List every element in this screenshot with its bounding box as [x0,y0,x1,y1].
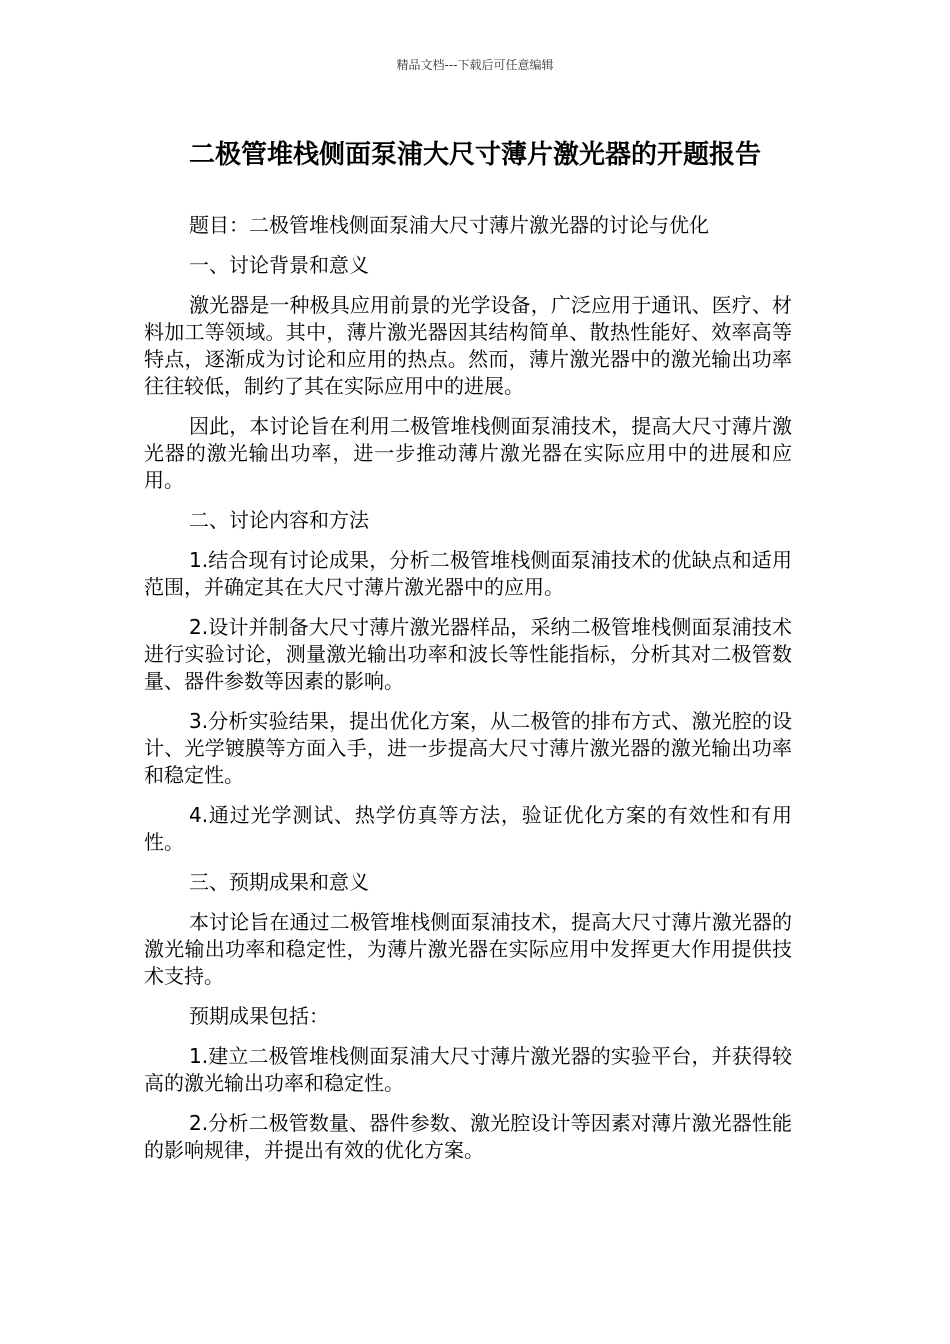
section-heading-outcomes: 三、预期成果和意义 [189,870,369,894]
document-body [144,212,792,1177]
method-item-3: 3.分析实验结果，提出优化方案，从二极管的排布方式、激光腔的设计、光学镀膜等方面入手，进一步提高大尺寸薄片激光器的激光输出功率和稳定性。 [144,709,792,787]
document-title: 二极管堆栈侧面泵浦大尺寸薄片激光器的开题报告 [188,140,761,170]
method-item-4: 4.通过光学测试、热学仿真等方法，验证优化方案的有效性和有用性。 [144,803,792,854]
header-note: 精品文档---下载后可任意编辑 [396,58,554,72]
section-heading-methods: 二、讨论内容和方法 [189,508,369,532]
paragraph-background: 激光器是一种极具应用前景的光学设备，广泛应用于通讯、医疗、材料加工等领域。其中，薄片激光器因其结构简单、散热性能好、效率高等特点，逐渐成为讨论和应用的热点。然而，薄片激光器中的激光输出功率往往较低，制约了其在实际应用中的进展。 [144,293,792,398]
outcomes-intro: 预期成果包括： [189,1004,329,1028]
paragraph-outcomes: 本讨论旨在通过二极管堆栈侧面泵浦技术，提高大尺寸薄片激光器的激光输出功率和稳定性，为薄片激光器在实际应用中发挥更大作用提供技术支持。 [144,910,792,988]
paragraph-purpose: 因此，本讨论旨在利用二极管堆栈侧面泵浦技术，提高大尺寸薄片激光器的激光输出功率，进一步推动薄片激光器在实际应用中的进展和应用。 [144,414,792,492]
topic-line: 题目：二极管堆栈侧面泵浦大尺寸薄片激光器的讨论与优化 [189,213,709,237]
outcome-item-2: 2.分析二极管数量、器件参数、激光腔设计等因素对薄片激光器性能的影响规律，并提出有效的优化方案。 [144,1111,792,1162]
method-item-1: 1.结合现有讨论成果，分析二极管堆栈侧面泵浦技术的优缺点和适用范围，并确定其在大尺寸薄片激光器中的应用。 [144,548,792,599]
method-item-2: 2.设计并制备大尺寸薄片激光器样品，采纳二极管堆栈侧面泵浦技术进行实验讨论，测量激光输出功率和波长等性能指标，分析其对二极管数量、器件参数等因素的影响。 [144,615,792,693]
outcome-item-1: 1.建立二极管堆栈侧面泵浦大尺寸薄片激光器的实验平台，并获得较高的激光输出功率和稳定性。 [144,1044,792,1095]
section-heading-background: 一、讨论背景和意义 [189,253,369,277]
